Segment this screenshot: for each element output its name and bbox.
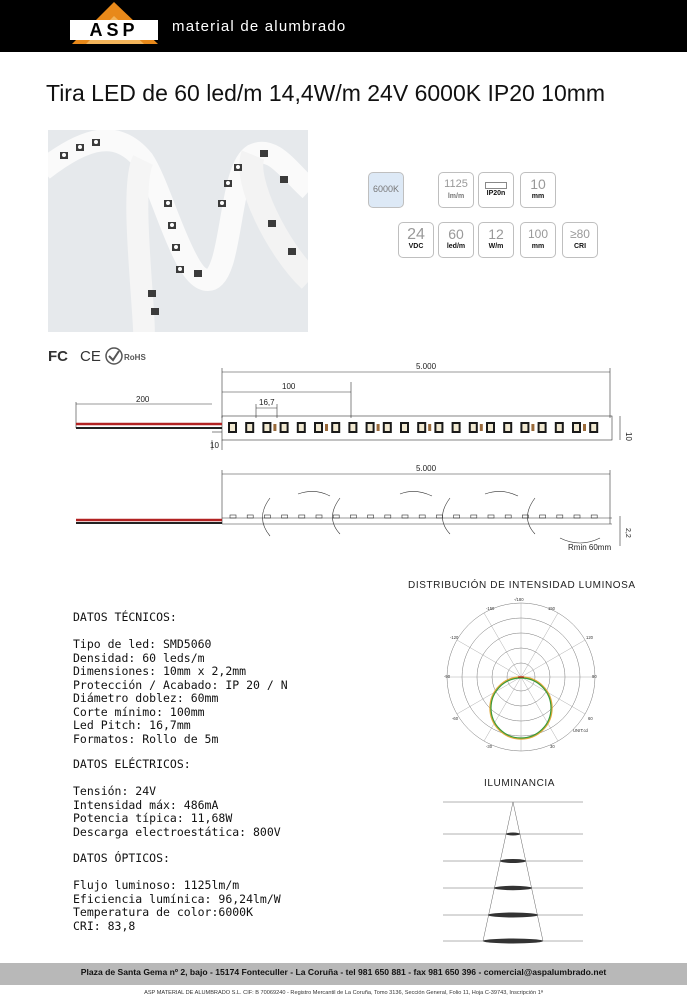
led-chip-face	[471, 424, 476, 431]
elec-item: Potencia típica: 11,68W	[73, 811, 233, 825]
opt-item: Eficiencia lumínica: 96,24lm/W	[73, 891, 281, 906]
led-chip-side	[368, 515, 374, 518]
cable-bottom	[76, 520, 222, 523]
dim-total: 5.000	[416, 362, 437, 371]
dim-width: 10	[624, 432, 633, 441]
cable-top	[76, 424, 222, 428]
led-chip-side	[230, 515, 236, 518]
density-icon: 60 led/m	[438, 222, 474, 258]
tech-item: Protección / Acabado: IP 20 / N	[73, 677, 288, 692]
led-chip-face	[230, 424, 235, 431]
elec-item: Tensión: 24V	[73, 784, 157, 798]
solder-pad	[273, 424, 276, 431]
polar-diagram	[440, 596, 602, 758]
asp-logo	[66, 0, 162, 52]
led-chip-side	[247, 515, 253, 518]
svg-text:150: 150	[548, 606, 555, 611]
dim-cable: 200	[136, 395, 150, 404]
svg-text:-/180: -/180	[514, 597, 524, 602]
illuminance-diagram	[423, 794, 603, 949]
led-chip-face	[522, 424, 527, 431]
led-chip-side	[471, 515, 477, 518]
polar-spoke	[457, 677, 521, 714]
led-chip-side	[540, 515, 546, 518]
led-chip-face	[488, 424, 493, 431]
svg-text:30: 30	[550, 744, 555, 749]
svg-text:120: 120	[586, 635, 593, 640]
led-chip-face	[247, 424, 252, 431]
cri-icon: ≥80 CRI	[562, 222, 598, 258]
svg-text:UNIT:cd: UNIT:cd	[573, 728, 588, 733]
led-chip-face	[557, 424, 562, 431]
led-chip-face	[350, 424, 355, 431]
led-chip-side	[333, 515, 339, 518]
opt-item: Temperatura de color:6000K	[73, 905, 254, 919]
led-chip-side	[591, 515, 597, 518]
tagline: material de alumbrado	[172, 18, 347, 35]
led-chip-face	[402, 424, 407, 431]
led-chip-side	[557, 515, 563, 518]
tech-item: Densidad: 60 leds/m	[73, 650, 205, 665]
led-chip-side	[385, 515, 391, 518]
dim-cut: 100	[282, 382, 296, 391]
led-chip-face	[264, 424, 269, 431]
voltage-icon: 24 VDC	[398, 222, 434, 258]
logo-text: ASP	[89, 20, 139, 40]
solder-pad	[377, 424, 380, 431]
dim-pitch: 16,7	[259, 398, 275, 407]
led-chip-face	[316, 424, 321, 431]
opt-title: DATOS ÓPTICOS:	[73, 851, 170, 865]
rohs-logo: RoHS	[124, 353, 146, 362]
led-chip-side	[402, 515, 408, 518]
footer-legal: ASP MATERIAL DE ALUMBRADO S.L. CIF: B 70069240 - Registro Mercantil de La Coruña, Tomo 3136, Sección General, Folio 11, Hoja C-39743, Inscripción 1ª	[144, 990, 543, 996]
polar-spoke	[484, 613, 521, 677]
led-chip-face	[505, 424, 510, 431]
polar-spoke	[521, 640, 585, 677]
led-chip-side	[574, 515, 580, 518]
led-row-side	[230, 515, 597, 518]
dim-offset: 10	[210, 441, 219, 450]
tech-title: DATOS TÉCNICOS:	[73, 610, 177, 624]
cct-6000k-icon: 6000K	[368, 172, 404, 208]
elec-title: DATOS ELÉCTRICOS:	[73, 757, 191, 771]
solder-pad	[325, 424, 328, 431]
led-chip-face	[591, 424, 596, 431]
product-title: Tira LED de 60 led/m 14,4W/m 24V 6000K IP20 10mm	[46, 80, 606, 106]
rmin-label: Rmin 60mm	[568, 543, 612, 552]
illuminance-title: ILUMINANCIA	[484, 778, 556, 789]
led-chip-face	[454, 424, 459, 431]
polar-spoke	[521, 677, 585, 714]
tech-item: Tipo de led: SMD5060	[73, 637, 212, 651]
opt-item: Flujo luminoso: 1125lm/m	[73, 878, 240, 892]
solder-pad	[428, 424, 431, 431]
fc-logo: FC	[48, 348, 68, 365]
ce-logo: CE	[80, 348, 101, 365]
led-chip-side	[488, 515, 494, 518]
product-photo	[48, 130, 308, 332]
opt-item: CRI: 83,8	[73, 918, 136, 933]
ip20n-icon: IP20n	[478, 172, 514, 208]
svg-text:-150: -150	[486, 606, 495, 611]
led-chip-face	[368, 424, 373, 431]
elec-item: Intensidad máx: 486mA	[73, 797, 219, 812]
svg-text:90: 90	[592, 674, 597, 679]
svg-text:60: 60	[588, 716, 593, 721]
led-chip-face	[436, 424, 441, 431]
led-chip-face	[299, 424, 304, 431]
dim-total-2: 5.000	[416, 464, 437, 473]
tech-item: Diámetro doblez: 60mm	[73, 691, 219, 705]
svg-text:-90: -90	[444, 674, 451, 679]
technical-drawing	[40, 358, 640, 558]
led-chip-side	[282, 515, 288, 518]
svg-text:-60: -60	[452, 716, 459, 721]
svg-text:-120: -120	[450, 635, 459, 640]
led-chip-face	[333, 424, 338, 431]
footer-contact: Plaza de Santa Gema nº 2, bajo - 15174 Fonteculler - La Coruña - tel 981 650 881 - fax 981 650 396 - comercial@aspalumbrado.net	[80, 967, 607, 977]
led-chip-face	[540, 424, 545, 431]
tech-item: Led Pitch: 16,7mm	[73, 718, 191, 732]
led-chip-side	[436, 515, 442, 518]
led-chip-side	[299, 515, 305, 518]
tech-item: Corte mínimo: 100mm	[73, 704, 205, 719]
led-chip-side	[505, 515, 511, 518]
led-chip-face	[574, 424, 579, 431]
solder-pad	[480, 424, 483, 431]
led-chip-side	[264, 515, 270, 518]
led-chip-side	[316, 515, 322, 518]
led-row	[228, 422, 598, 433]
flux-icon: 1125 lm/m	[438, 172, 474, 208]
power-icon: 12 W/m	[478, 222, 514, 258]
distribution-title: DISTRIBUCIÓN DE INTENSIDAD LUMINOSA	[408, 580, 636, 591]
led-chip-face	[419, 424, 424, 431]
led-chip-side	[419, 515, 425, 518]
polar-spoke	[521, 613, 558, 677]
elec-item: Descarga electroestática: 800V	[73, 824, 281, 839]
cut-icon: 100 mm	[520, 222, 556, 258]
tech-item: Dimensiones: 10mm x 2,2mm	[73, 664, 247, 678]
svg-text:-30: -30	[486, 744, 493, 749]
solder-pad	[531, 424, 534, 431]
led-chip-face	[282, 424, 287, 431]
led-chip-side	[350, 515, 356, 518]
solder-pad	[583, 424, 586, 431]
tech-item: Formatos: Rollo de 5m	[73, 731, 219, 746]
led-chip-side	[454, 515, 460, 518]
width-icon: 10 mm	[520, 172, 556, 208]
polar-spoke	[457, 640, 521, 677]
dim-thickness: 2,2	[624, 528, 631, 538]
led-chip-face	[385, 424, 390, 431]
